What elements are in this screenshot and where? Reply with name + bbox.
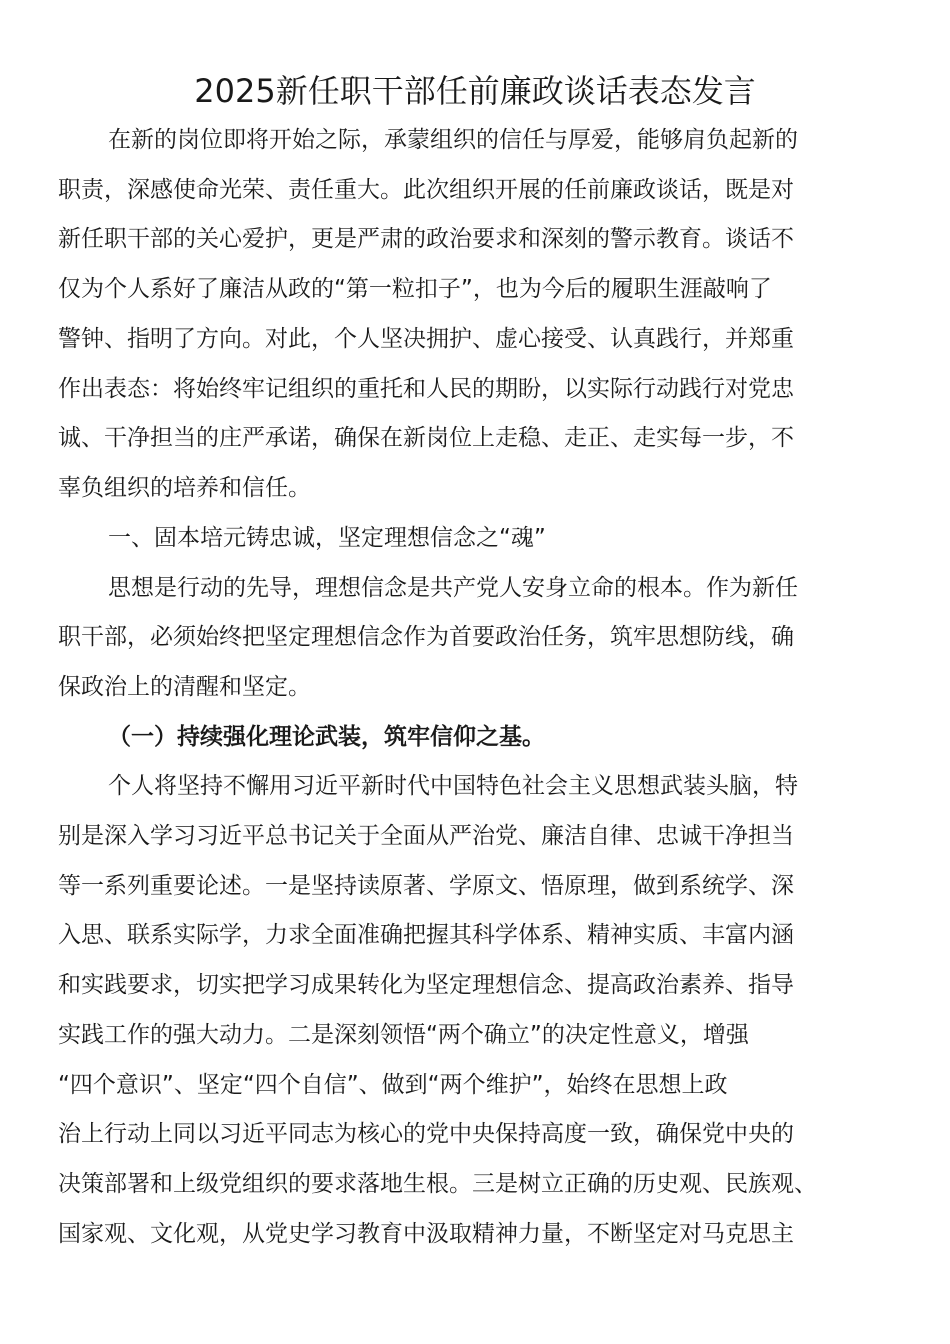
paragraph-line: 别是深入学习习近平总书记关于全面从严治党、廉洁自律、忠诚干净担当 <box>58 823 794 849</box>
paragraph-line: 国家观、文化观，从党史学习教育中汲取精神力量，不断坚定对马克思主 <box>58 1221 794 1247</box>
paragraph-line: 警钟、指明了方向。对此，个人坚决拥护、虚心接受、认真践行，并郑重 <box>58 326 794 352</box>
paragraph-line: 思想是行动的先导，理想信念是共产党人安身立命的根本。作为新任 <box>108 575 798 601</box>
paragraph-line: 职责，深感使命光荣、责任重大。此次组织开展的任前廉政谈话，既是对 <box>58 177 794 203</box>
paragraph-line: 和实践要求，切实把学习成果转化为坚定理想信念、提高政治素养、指导 <box>58 972 794 998</box>
paragraph-line: 职干部，必须始终把坚定理想信念作为首要政治任务，筑牢思想防线，确 <box>58 624 794 650</box>
section-heading: 一、固本培元铸忠诚，坚定理想信念之“魂” <box>108 525 546 551</box>
subsection-heading: （一）持续强化理论武装，筑牢信仰之基。 <box>108 724 545 750</box>
paragraph-line: 辜负组织的培养和信任。 <box>58 475 311 501</box>
paragraph-line: 作出表态：将始终牢记组织的重托和人民的期盼，以实际行动践行对党忠 <box>58 376 794 402</box>
paragraph-line: “四个意识”、坚定“四个自信”、做到“两个维护”，始终在思想上政 <box>58 1072 728 1098</box>
document-title: 2025新任职干部任前廉政谈话表态发言 <box>194 72 756 110</box>
paragraph-line: 新任职干部的关心爱护，更是严肃的政治要求和深刻的警示教育。谈话不 <box>58 226 794 252</box>
paragraph-line: 个人将坚持不懈用习近平新时代中国特色社会主义思想武装头脑，特 <box>108 773 798 799</box>
paragraph-line: 实践工作的强大动力。二是深刻领悟“两个确立”的决定性意义，增强 <box>58 1022 749 1048</box>
paragraph-line: 保政治上的清醒和坚定。 <box>58 674 311 700</box>
paragraph-line: 等一系列重要论述。一是坚持读原著、学原文、悟原理，做到系统学、深 <box>58 873 794 899</box>
paragraph-line: 入思、联系实际学，力求全面准确把握其科学体系、精神实质、丰富内涵 <box>58 922 794 948</box>
paragraph-line: 仅为个人系好了廉洁从政的“第一粒扣子”，也为今后的履职生涯敲响了 <box>58 276 772 302</box>
paragraph-line: 在新的岗位即将开始之际，承蒙组织的信任与厚爱，能够肩负起新的 <box>108 127 798 153</box>
paragraph-line: 诚、干净担当的庄严承诺，确保在新岗位上走稳、走正、走实每一步，不 <box>58 425 794 451</box>
paragraph-line: 治上行动上同以习近平同志为核心的党中央保持高度一致，确保党中央的 <box>58 1121 794 1147</box>
paragraph-line: 决策部署和上级党组织的要求落地生根。三是树立正确的历史观、民族观、 <box>58 1171 817 1197</box>
